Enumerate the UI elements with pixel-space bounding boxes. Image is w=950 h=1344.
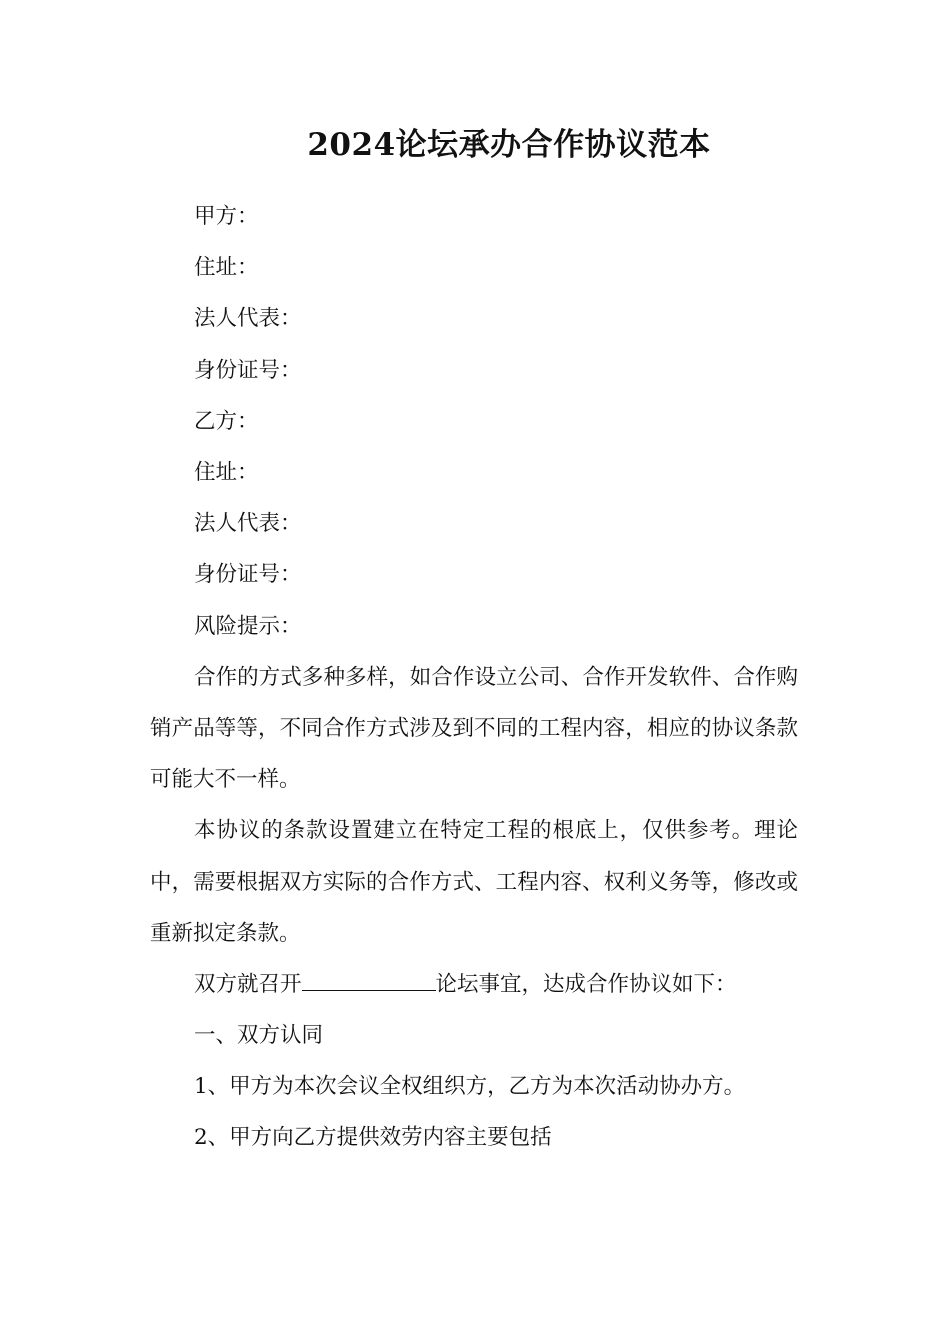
agreement-intro-after: 论坛事宜，达成合作协议如下： bbox=[435, 971, 737, 997]
risk-paragraph-1-text: 合作的方式多种多样，如合作设立公司、合作开发软件、合作购销产品等等，不同合作方式涉及到不同的工程内容，相应的协议条款可能大不一样。 bbox=[150, 664, 798, 793]
document-body bbox=[150, 191, 798, 1164]
risk-paragraph-2 bbox=[150, 805, 798, 959]
party-b-address: 住址： bbox=[194, 459, 259, 485]
party-a-address: 住址： bbox=[194, 255, 259, 281]
party-b-id-number: 身份证号： bbox=[194, 562, 302, 588]
party-a-legal-rep: 法人代表： bbox=[194, 306, 302, 332]
party-b-legal-rep: 法人代表： bbox=[194, 511, 302, 537]
clause-2: 2、甲方向乙方提供效劳内容主要包括 bbox=[194, 1125, 552, 1151]
clause-1: 1、甲方为本次会议全权组织方，乙方为本次活动协办方。 bbox=[194, 1074, 746, 1100]
document-title: 2024论坛承办合作协议范本 bbox=[307, 127, 711, 163]
section-1-heading: 一、双方认同 bbox=[194, 1023, 324, 1049]
risk-paragraph-2-text: 本协议的条款设置建立在特定工程的根底上，仅供参考。理论中，需要根据双方实际的合作方式、工程内容、权利义务等，修改或重新拟定条款。 bbox=[150, 818, 798, 946]
party-b-label: 乙方： bbox=[194, 408, 259, 434]
forum-name-blank bbox=[302, 972, 436, 991]
risk-paragraph-1 bbox=[150, 652, 798, 806]
party-a-label: 甲方： bbox=[194, 204, 259, 229]
risk-label: 风险提示： bbox=[194, 613, 302, 639]
party-a-id-number: 身份证号： bbox=[194, 357, 302, 383]
agreement-intro-before: 双方就召开 bbox=[194, 971, 302, 997]
agreement-intro bbox=[150, 959, 798, 1010]
